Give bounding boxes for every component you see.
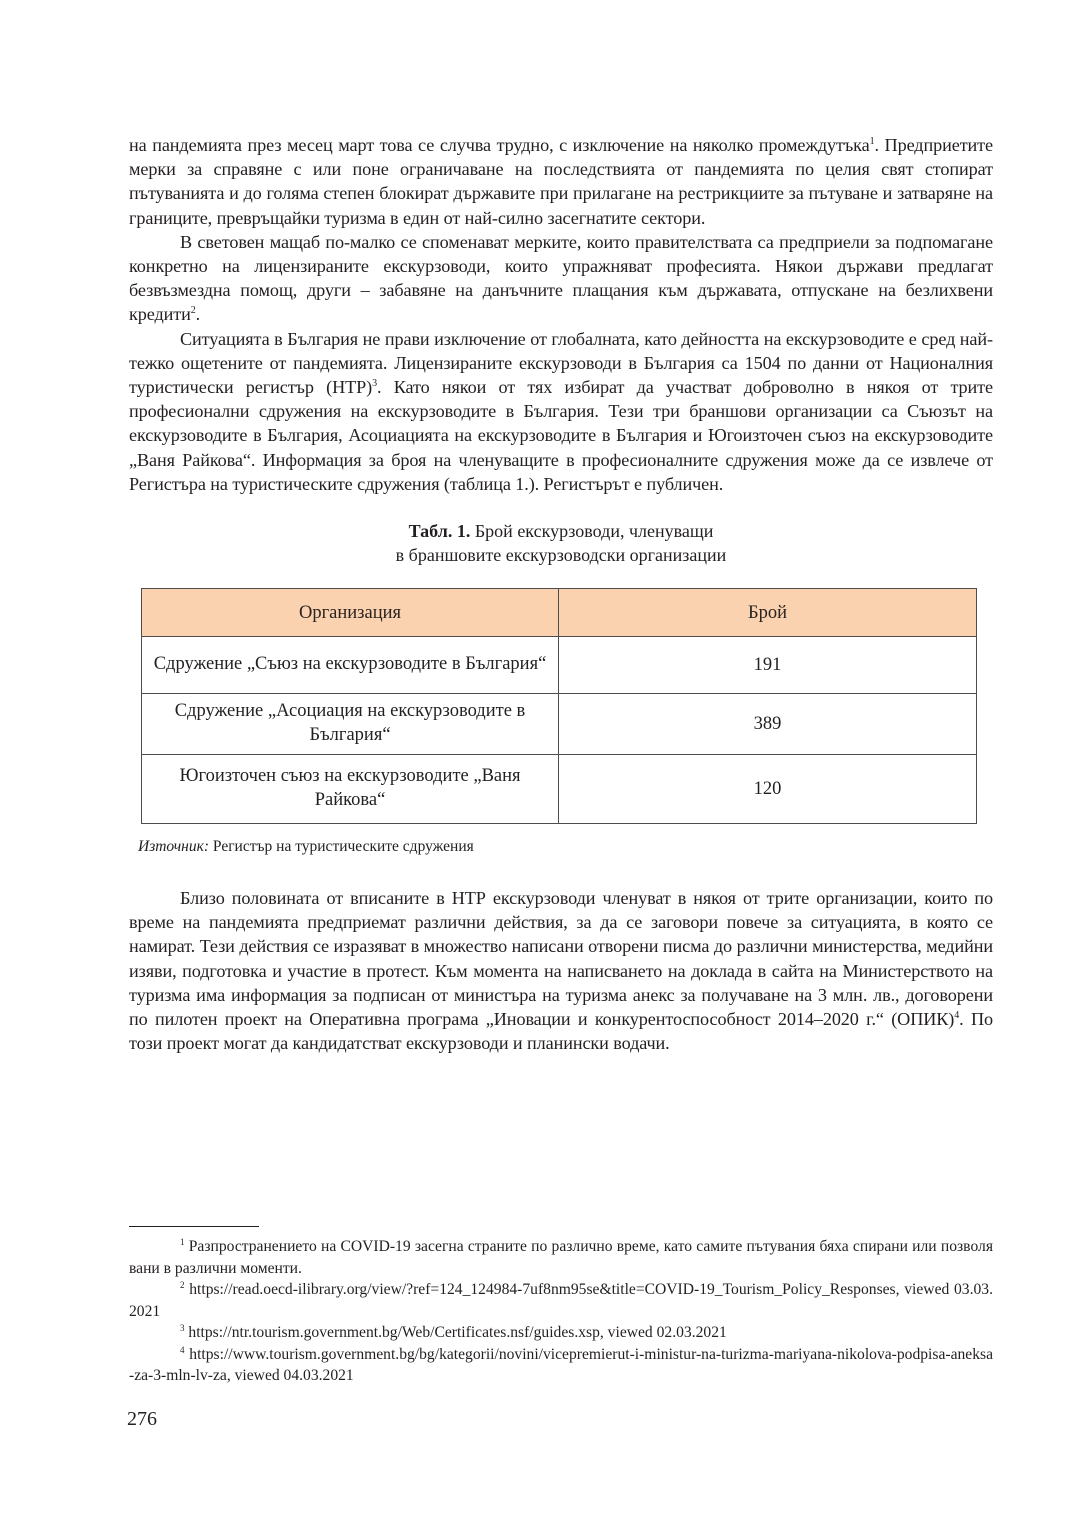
column-header-count: Брой: [559, 589, 977, 637]
footnote-ref-3[interactable]: 3: [372, 377, 377, 389]
footnote-link[interactable]: https://read.oecd-ilibrary.org/view/?ref=124_124984-7uf8nm95se&title=COVID-19_Tourism_Policy_Responses, viewed 03.03.2021: [129, 1281, 993, 1320]
footnote-2: [129, 1279, 993, 1322]
paragraph-text: на пандемията през месец март това се случва трудно, с изключение на няколко промеждутъка: [129, 135, 870, 155]
page-body: [129, 133, 993, 1055]
cell-organization: Сдружение „Съюз на екскурзоводите в България“: [142, 637, 559, 694]
cell-organization: Сдружение „Асоциация на екскурзоводите в България“: [142, 694, 559, 755]
table-caption: [129, 519, 993, 567]
footnote-text: Разпространението на COVID-19 засегна страните по различно време, като самите пътувания бяха спирани или позволявани в различни моменти.: [129, 1238, 993, 1277]
organizations-table: [141, 588, 977, 824]
footnote-divider: [129, 1226, 259, 1227]
table-caption-label: Табл. 1.: [408, 521, 471, 542]
table-header-row: [142, 589, 977, 637]
footnote-3: [129, 1322, 993, 1344]
paragraph-2: [129, 230, 993, 327]
cell-count: 191: [559, 637, 977, 694]
paragraph-4: [129, 886, 993, 1055]
table-caption-line1: Брой екскурзоводи, членуващи: [470, 521, 714, 542]
footnote-ref-1[interactable]: 1: [869, 135, 875, 147]
paragraph-text: Ситуацията в България не прави изключение от глобалната, като дейността на екскурзоводите е сред най-тежко ощетените от пандемията. Лицензираните екскурзоводи в България са 1504 по данни от Националния туристически регистър (НТР): [129, 328, 993, 398]
footnote-number: 2: [180, 1279, 185, 1290]
footnotes-section: [129, 1226, 993, 1387]
footnote-number: 4: [180, 1344, 185, 1355]
cell-count: 389: [559, 694, 977, 755]
page-number: 276: [127, 1408, 157, 1430]
paragraph-text: Близо половината от вписаните в НТР екскурзоводи членуват в някоя от трите организации, които по време на пандемията предприемат различни действия, за да се заговори повече за ситуацията, в която се намират. Тези действия се изразяват в множество написани отворени писма до различни министерства, медийни изяви, подготовка и участие в протест. Към момента на написването на доклада в сайта на Министерството на туризма има информация за подписан от министъра на туризма анекс за получаване на 3 млн. лв., договорени по пилотен проект на Оперативна програма „Иновации и конкурентоспособност 2014–2020 г.“ (ОПИК): [129, 888, 993, 1030]
paragraph-text: .: [195, 304, 201, 325]
source-label: Източник:: [138, 838, 210, 856]
cell-count: 120: [559, 755, 977, 824]
column-header-organization: Организация: [142, 589, 559, 637]
paragraph-text: . Предприетите мерки за справяне с или поне ограничаване на последствията от пандемията по целия свят стопират пътуванията и до голяма степен блокират държавите при прилагане на рестрикциите за пътуване и затваряне на границите, превръщайки туризма в един от най-силно засегнатите сектори.: [129, 135, 993, 228]
table-row: [142, 694, 977, 755]
paragraph-text: В световен мащаб по-малко се споменават мерките, които правителствата са предприели за подпомагане конкретно на лицензираните екскурзоводи, които упражняват професията. Някои държави предлагат безвъзмездна помощ, други – забавяне на данъчните плащания към държавата, отпускане на безлихвени кредити: [129, 231, 993, 325]
table-caption-line2: в браншовите екскурзоводски организации: [395, 545, 727, 566]
footnote-number: 1: [180, 1236, 185, 1247]
table-row: [142, 755, 977, 824]
table-row: [142, 637, 977, 694]
paragraph-text: . Като някои от тях избират да участват доброволно в някоя от трите професионални сдружения на екскурзоводите в България. Тези три браншови организации са Съюзът на екскурзоводите в България, Асоциацията на екскурзоводите в България и Югоизточен съюз на екскурзоводите „Ваня Райкова“. Информация за броя на членуващите в професионалните сдружения може да се извлече от Регистъра на туристическите сдружения (таблица 1.). Регистърът е публичен.: [129, 377, 993, 494]
footnote-link[interactable]: https://ntr.tourism.government.bg/Web/Certificates.nsf/guides.xsp, viewed 02.03.2021: [184, 1324, 727, 1341]
footnote-4: [129, 1344, 993, 1387]
footnote-1: [129, 1236, 993, 1279]
footnote-link[interactable]: https://www.tourism.government.bg/bg/kategorii/novini/vicepremierut-i-ministur-na-turizma-mariyana-nikolova-podpisa-aneksa-za-3-mln-lv-za, viewed 04.03.2021: [129, 1345, 993, 1384]
footnote-number: 3: [180, 1322, 185, 1333]
paragraph-1: [129, 133, 993, 230]
table-source: [138, 838, 993, 856]
paragraph-3: [129, 327, 993, 496]
source-text: Регистър на туристическите сдружения: [209, 838, 474, 856]
footnote-ref-4[interactable]: 4: [954, 1010, 960, 1021]
paragraph-text: . По този проект могат да кандидатстват екскурзоводи и планински водачи.: [129, 1009, 993, 1054]
footnote-ref-2[interactable]: 2: [190, 305, 196, 317]
cell-organization: Югоизточен съюз на екскурзоводите „Ваня Райкова“: [142, 755, 559, 824]
